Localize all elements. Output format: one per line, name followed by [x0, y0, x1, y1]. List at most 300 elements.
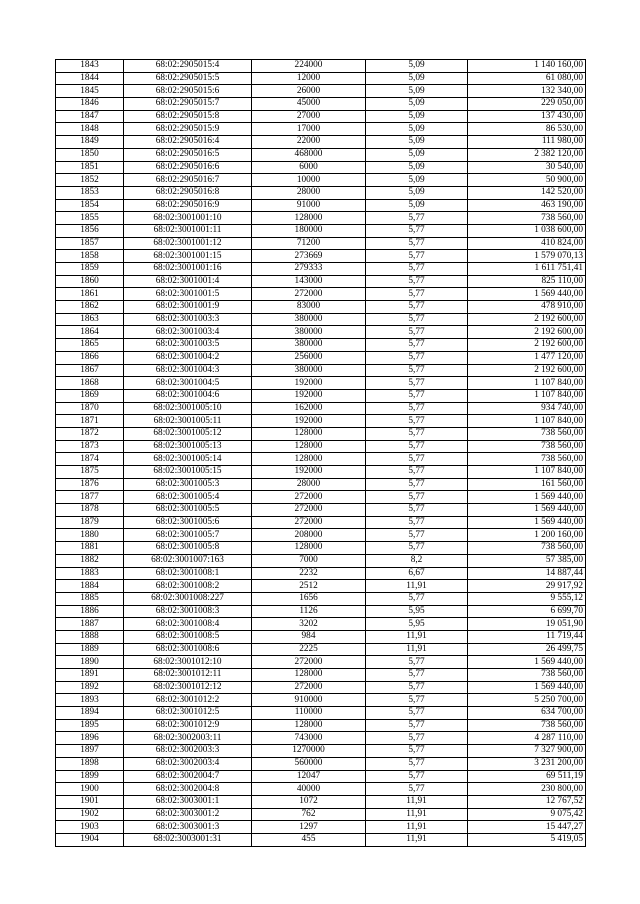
- value-cell: 738 560,00: [468, 440, 586, 453]
- cadastral-number-cell: 68:02:3001005:5: [124, 504, 252, 517]
- area-cell: 128000: [252, 542, 366, 555]
- table-row: [56, 186, 586, 199]
- cadastral-number-cell: 68:02:3001005:6: [124, 516, 252, 529]
- row-number-cell: 1898: [56, 757, 124, 770]
- row-number-cell: 1852: [56, 174, 124, 187]
- cadastral-number-cell: 68:02:2905016:7: [124, 174, 252, 187]
- table-row: [56, 402, 586, 415]
- cadastral-number-cell: 68:02:2905016:9: [124, 199, 252, 212]
- area-cell: 17000: [252, 123, 366, 136]
- area-cell: 273669: [252, 250, 366, 263]
- cadastral-number-cell: 68:02:3002003:4: [124, 757, 252, 770]
- table-row: [56, 389, 586, 402]
- rate-cell: 5,77: [366, 719, 468, 732]
- rate-cell: 5,77: [366, 681, 468, 694]
- cadastral-number-cell: 68:02:3001005:8: [124, 542, 252, 555]
- value-cell: 1 569 440,00: [468, 656, 586, 669]
- cadastral-number-cell: 68:02:3001001:11: [124, 224, 252, 237]
- area-cell: 1072: [252, 795, 366, 808]
- value-cell: 738 560,00: [468, 669, 586, 682]
- value-cell: 463 190,00: [468, 199, 586, 212]
- area-cell: 91000: [252, 199, 366, 212]
- table-row: [56, 364, 586, 377]
- row-number-cell: 1878: [56, 504, 124, 517]
- cadastral-number-cell: 68:02:2905015:5: [124, 72, 252, 85]
- cadastral-number-cell: 68:02:3001005:10: [124, 402, 252, 415]
- table-row: [56, 681, 586, 694]
- cadastral-number-cell: 68:02:3001004:2: [124, 351, 252, 364]
- row-number-cell: 1849: [56, 136, 124, 149]
- table-row: [56, 605, 586, 618]
- table-row: [56, 440, 586, 453]
- row-number-cell: 1875: [56, 466, 124, 479]
- cadastral-number-cell: 68:02:3001008:6: [124, 643, 252, 656]
- value-cell: 19 051,90: [468, 618, 586, 631]
- rate-cell: 5,09: [366, 98, 468, 111]
- table-row: [56, 833, 586, 846]
- value-cell: 1 107 840,00: [468, 466, 586, 479]
- area-cell: 22000: [252, 136, 366, 149]
- table-row: [56, 377, 586, 390]
- table-row: [56, 808, 586, 821]
- rate-cell: 5,77: [366, 478, 468, 491]
- row-number-cell: 1872: [56, 427, 124, 440]
- cadastral-number-cell: 68:02:3001001:9: [124, 301, 252, 314]
- row-number-cell: 1844: [56, 72, 124, 85]
- cadastral-number-cell: 68:02:3001003:3: [124, 313, 252, 326]
- area-cell: 128000: [252, 669, 366, 682]
- area-cell: 26000: [252, 85, 366, 98]
- row-number-cell: 1882: [56, 554, 124, 567]
- row-number-cell: 1895: [56, 719, 124, 732]
- rate-cell: 5,95: [366, 605, 468, 618]
- value-cell: 1 569 440,00: [468, 491, 586, 504]
- rate-cell: 5,77: [366, 313, 468, 326]
- area-cell: 71200: [252, 237, 366, 250]
- rate-cell: 5,77: [366, 529, 468, 542]
- row-number-cell: 1877: [56, 491, 124, 504]
- cadastral-number-cell: 68:02:3003001:2: [124, 808, 252, 821]
- rate-cell: 5,77: [366, 707, 468, 720]
- rate-cell: 5,09: [366, 199, 468, 212]
- table-row: [56, 453, 586, 466]
- table-row: [56, 313, 586, 326]
- value-cell: 2 192 600,00: [468, 326, 586, 339]
- area-cell: 380000: [252, 339, 366, 352]
- rate-cell: 5,09: [366, 136, 468, 149]
- cadastral-number-cell: 68:02:3002004:8: [124, 783, 252, 796]
- row-number-cell: 1903: [56, 821, 124, 834]
- rate-cell: 5,77: [366, 504, 468, 517]
- value-cell: 230 800,00: [468, 783, 586, 796]
- rate-cell: 5,77: [366, 275, 468, 288]
- rate-cell: 5,77: [366, 732, 468, 745]
- row-number-cell: 1891: [56, 669, 124, 682]
- table-row: [56, 466, 586, 479]
- rate-cell: 6,67: [366, 567, 468, 580]
- rate-cell: 5,77: [366, 364, 468, 377]
- row-number-cell: 1865: [56, 339, 124, 352]
- value-cell: 5 250 700,00: [468, 694, 586, 707]
- value-cell: 478 910,00: [468, 301, 586, 314]
- cadastral-number-cell: 68:02:2905016:5: [124, 148, 252, 161]
- area-cell: 468000: [252, 148, 366, 161]
- cadastral-number-cell: 68:02:3002003:11: [124, 732, 252, 745]
- area-cell: 28000: [252, 186, 366, 199]
- cadastral-number-cell: 68:02:3001001:12: [124, 237, 252, 250]
- cadastral-number-cell: 68:02:3001001:4: [124, 275, 252, 288]
- cadastral-number-cell: 68:02:3003001:3: [124, 821, 252, 834]
- rate-cell: 5,77: [366, 402, 468, 415]
- area-cell: 12000: [252, 72, 366, 85]
- value-cell: 9 075,42: [468, 808, 586, 821]
- area-cell: 256000: [252, 351, 366, 364]
- rate-cell: 5,77: [366, 377, 468, 390]
- cadastral-number-cell: 68:02:3001005:13: [124, 440, 252, 453]
- area-cell: 192000: [252, 377, 366, 390]
- rate-cell: 5,77: [366, 250, 468, 263]
- cadastral-number-cell: 68:02:2905015:8: [124, 110, 252, 123]
- value-cell: 3 231 200,00: [468, 757, 586, 770]
- value-cell: 229 050,00: [468, 98, 586, 111]
- cadastral-number-cell: 68:02:2905016:4: [124, 136, 252, 149]
- row-number-cell: 1863: [56, 313, 124, 326]
- value-cell: 50 900,00: [468, 174, 586, 187]
- table-row: [56, 567, 586, 580]
- area-cell: 1270000: [252, 745, 366, 758]
- value-cell: 6 699,70: [468, 605, 586, 618]
- rate-cell: 5,77: [366, 263, 468, 276]
- table-row: [56, 351, 586, 364]
- value-cell: 634 700,00: [468, 707, 586, 720]
- rate-cell: 5,77: [366, 542, 468, 555]
- cadastral-number-cell: 68:02:3001005:7: [124, 529, 252, 542]
- rate-cell: 5,09: [366, 110, 468, 123]
- row-number-cell: 1884: [56, 580, 124, 593]
- row-number-cell: 1896: [56, 732, 124, 745]
- value-cell: 86 530,00: [468, 123, 586, 136]
- value-cell: 1 569 440,00: [468, 504, 586, 517]
- table-row: [56, 770, 586, 783]
- rate-cell: 5,77: [366, 466, 468, 479]
- row-number-cell: 1873: [56, 440, 124, 453]
- area-cell: 162000: [252, 402, 366, 415]
- value-cell: 2 192 600,00: [468, 339, 586, 352]
- cadastral-number-cell: 68:02:3001001:16: [124, 263, 252, 276]
- cadastral-number-cell: 68:02:3001012:2: [124, 694, 252, 707]
- rate-cell: 5,77: [366, 745, 468, 758]
- value-cell: 4 287 110,00: [468, 732, 586, 745]
- cadastral-number-cell: 68:02:3001003:4: [124, 326, 252, 339]
- rate-cell: 5,77: [366, 757, 468, 770]
- rate-cell: 5,77: [366, 288, 468, 301]
- row-number-cell: 1870: [56, 402, 124, 415]
- cadastral-number-cell: 68:02:2905015:6: [124, 85, 252, 98]
- rate-cell: 11,91: [366, 821, 468, 834]
- cadastral-number-cell: 68:02:3001001:5: [124, 288, 252, 301]
- area-cell: 984: [252, 630, 366, 643]
- cadastral-number-cell: 68:02:3001004:6: [124, 389, 252, 402]
- area-cell: 28000: [252, 478, 366, 491]
- table-row: [56, 85, 586, 98]
- row-number-cell: 1876: [56, 478, 124, 491]
- area-cell: 128000: [252, 440, 366, 453]
- area-cell: 455: [252, 833, 366, 846]
- table-row: [56, 478, 586, 491]
- rate-cell: 5,77: [366, 491, 468, 504]
- row-number-cell: 1851: [56, 161, 124, 174]
- row-number-cell: 1859: [56, 263, 124, 276]
- value-cell: 161 560,00: [468, 478, 586, 491]
- value-cell: 1 579 070,13: [468, 250, 586, 263]
- row-number-cell: 1860: [56, 275, 124, 288]
- area-cell: 128000: [252, 212, 366, 225]
- row-number-cell: 1858: [56, 250, 124, 263]
- rate-cell: 5,09: [366, 186, 468, 199]
- cadastral-number-cell: 68:02:3001005:3: [124, 478, 252, 491]
- table-row: [56, 98, 586, 111]
- value-cell: 12 767,52: [468, 795, 586, 808]
- table-row: [56, 783, 586, 796]
- table-row: [56, 224, 586, 237]
- table-row: [56, 745, 586, 758]
- row-number-cell: 1881: [56, 542, 124, 555]
- value-cell: 738 560,00: [468, 212, 586, 225]
- rate-cell: 5,09: [366, 85, 468, 98]
- cadastral-number-cell: 68:02:3003001:1: [124, 795, 252, 808]
- table-row: [56, 136, 586, 149]
- value-cell: 410 824,00: [468, 237, 586, 250]
- cadastral-number-cell: 68:02:3001003:5: [124, 339, 252, 352]
- value-cell: 2 192 600,00: [468, 364, 586, 377]
- table-row: [56, 592, 586, 605]
- value-cell: 26 499,75: [468, 643, 586, 656]
- area-cell: 1297: [252, 821, 366, 834]
- area-cell: 192000: [252, 389, 366, 402]
- cadastral-number-cell: 68:02:3001005:12: [124, 427, 252, 440]
- cadastral-number-cell: 68:02:3001012:5: [124, 707, 252, 720]
- table-row: [56, 795, 586, 808]
- row-number-cell: 1894: [56, 707, 124, 720]
- value-cell: 2 192 600,00: [468, 313, 586, 326]
- value-cell: 738 560,00: [468, 719, 586, 732]
- table-row: [56, 212, 586, 225]
- table-row: [56, 123, 586, 136]
- value-cell: 1 569 440,00: [468, 681, 586, 694]
- cadastral-number-cell: 68:02:2905015:9: [124, 123, 252, 136]
- area-cell: 380000: [252, 326, 366, 339]
- cadastral-number-cell: 68:02:3001012:12: [124, 681, 252, 694]
- row-number-cell: 1879: [56, 516, 124, 529]
- cadastral-number-cell: 68:02:3001008:5: [124, 630, 252, 643]
- table-row: [56, 237, 586, 250]
- row-number-cell: 1901: [56, 795, 124, 808]
- area-cell: 128000: [252, 453, 366, 466]
- cadastral-number-cell: 68:02:3001004:3: [124, 364, 252, 377]
- value-cell: 1 140 160,00: [468, 60, 586, 73]
- rate-cell: 5,77: [366, 453, 468, 466]
- row-number-cell: 1843: [56, 60, 124, 73]
- area-cell: 272000: [252, 656, 366, 669]
- table-row: [56, 656, 586, 669]
- row-number-cell: 1847: [56, 110, 124, 123]
- row-number-cell: 1850: [56, 148, 124, 161]
- rate-cell: 11,91: [366, 808, 468, 821]
- rate-cell: 5,09: [366, 161, 468, 174]
- area-cell: 192000: [252, 415, 366, 428]
- value-cell: 738 560,00: [468, 427, 586, 440]
- value-cell: 142 520,00: [468, 186, 586, 199]
- row-number-cell: 1899: [56, 770, 124, 783]
- area-cell: 128000: [252, 427, 366, 440]
- row-number-cell: 1887: [56, 618, 124, 631]
- table-row: [56, 669, 586, 682]
- rate-cell: 5,09: [366, 123, 468, 136]
- value-cell: 825 110,00: [468, 275, 586, 288]
- rate-cell: 5,77: [366, 440, 468, 453]
- value-cell: 1 200 160,00: [468, 529, 586, 542]
- rate-cell: 5,77: [366, 656, 468, 669]
- area-cell: 83000: [252, 301, 366, 314]
- rate-cell: 5,77: [366, 669, 468, 682]
- cadastral-number-cell: 68:02:3001005:4: [124, 491, 252, 504]
- rate-cell: 11,91: [366, 643, 468, 656]
- cadastral-number-cell: 68:02:3001007:163: [124, 554, 252, 567]
- rate-cell: 5,77: [366, 516, 468, 529]
- area-cell: 2232: [252, 567, 366, 580]
- row-number-cell: 1892: [56, 681, 124, 694]
- value-cell: 69 511,19: [468, 770, 586, 783]
- area-cell: 7000: [252, 554, 366, 567]
- rate-cell: 5,77: [366, 237, 468, 250]
- row-number-cell: 1897: [56, 745, 124, 758]
- cadastral-number-cell: 68:02:2905016:6: [124, 161, 252, 174]
- row-number-cell: 1868: [56, 377, 124, 390]
- row-number-cell: 1889: [56, 643, 124, 656]
- value-cell: 15 447,27: [468, 821, 586, 834]
- row-number-cell: 1904: [56, 833, 124, 846]
- area-cell: 743000: [252, 732, 366, 745]
- land-plot-table: [55, 59, 586, 847]
- value-cell: 5 419,05: [468, 833, 586, 846]
- area-cell: 380000: [252, 313, 366, 326]
- area-cell: 272000: [252, 681, 366, 694]
- value-cell: 111 980,00: [468, 136, 586, 149]
- rate-cell: 11,91: [366, 580, 468, 593]
- row-number-cell: 1890: [56, 656, 124, 669]
- area-cell: 2512: [252, 580, 366, 593]
- cadastral-number-cell: 68:02:3003001:31: [124, 833, 252, 846]
- table-row: [56, 643, 586, 656]
- cadastral-number-cell: 68:02:3001012:10: [124, 656, 252, 669]
- table-row: [56, 415, 586, 428]
- row-number-cell: 1886: [56, 605, 124, 618]
- area-cell: 12047: [252, 770, 366, 783]
- area-cell: 192000: [252, 466, 366, 479]
- cadastral-number-cell: 68:02:3001001:10: [124, 212, 252, 225]
- rate-cell: 5,77: [366, 224, 468, 237]
- table-row: [56, 757, 586, 770]
- row-number-cell: 1845: [56, 85, 124, 98]
- area-cell: 560000: [252, 757, 366, 770]
- row-number-cell: 1902: [56, 808, 124, 821]
- value-cell: 934 740,00: [468, 402, 586, 415]
- table-row: [56, 732, 586, 745]
- rate-cell: 11,91: [366, 630, 468, 643]
- table-row: [56, 580, 586, 593]
- value-cell: 1 611 751,41: [468, 263, 586, 276]
- area-cell: 272000: [252, 288, 366, 301]
- table-row: [56, 630, 586, 643]
- rate-cell: 5,77: [366, 351, 468, 364]
- area-cell: 208000: [252, 529, 366, 542]
- table-row: [56, 326, 586, 339]
- cadastral-number-cell: 68:02:2905016:8: [124, 186, 252, 199]
- value-cell: 14 887,44: [468, 567, 586, 580]
- rate-cell: 5,77: [366, 301, 468, 314]
- area-cell: 224000: [252, 60, 366, 73]
- table-row: [56, 427, 586, 440]
- area-cell: 45000: [252, 98, 366, 111]
- cadastral-number-cell: 68:02:3001008:4: [124, 618, 252, 631]
- rate-cell: 5,77: [366, 326, 468, 339]
- rate-cell: 5,77: [366, 339, 468, 352]
- rate-cell: 5,77: [366, 415, 468, 428]
- cadastral-number-cell: 68:02:2905015:7: [124, 98, 252, 111]
- value-cell: 61 080,00: [468, 72, 586, 85]
- cadastral-number-cell: 68:02:3001008:2: [124, 580, 252, 593]
- table-row: [56, 554, 586, 567]
- value-cell: 132 340,00: [468, 85, 586, 98]
- rate-cell: 5,09: [366, 148, 468, 161]
- cadastral-number-cell: 68:02:3002003:3: [124, 745, 252, 758]
- table-row: [56, 301, 586, 314]
- value-cell: 2 382 120,00: [468, 148, 586, 161]
- rate-cell: 5,09: [366, 174, 468, 187]
- cadastral-number-cell: 68:02:3001008:3: [124, 605, 252, 618]
- table-row: [56, 199, 586, 212]
- row-number-cell: 1867: [56, 364, 124, 377]
- area-cell: 10000: [252, 174, 366, 187]
- area-cell: 128000: [252, 719, 366, 732]
- table-row: [56, 250, 586, 263]
- value-cell: 11 719,44: [468, 630, 586, 643]
- row-number-cell: 1888: [56, 630, 124, 643]
- rate-cell: 5,77: [366, 389, 468, 402]
- row-number-cell: 1866: [56, 351, 124, 364]
- area-cell: 762: [252, 808, 366, 821]
- cadastral-number-cell: 68:02:2905015:4: [124, 60, 252, 73]
- value-cell: 9 555,12: [468, 592, 586, 605]
- rate-cell: 5,77: [366, 427, 468, 440]
- table-row: [56, 529, 586, 542]
- cadastral-number-cell: 68:02:3002004:7: [124, 770, 252, 783]
- table-row: [56, 516, 586, 529]
- row-number-cell: 1861: [56, 288, 124, 301]
- area-cell: 27000: [252, 110, 366, 123]
- value-cell: 1 569 440,00: [468, 288, 586, 301]
- row-number-cell: 1855: [56, 212, 124, 225]
- area-cell: 6000: [252, 161, 366, 174]
- value-cell: 1 107 840,00: [468, 377, 586, 390]
- rate-cell: 5,77: [366, 783, 468, 796]
- area-cell: 40000: [252, 783, 366, 796]
- row-number-cell: 1862: [56, 301, 124, 314]
- value-cell: 29 917,92: [468, 580, 586, 593]
- area-cell: 143000: [252, 275, 366, 288]
- cadastral-number-cell: 68:02:3001001:15: [124, 250, 252, 263]
- row-number-cell: 1871: [56, 415, 124, 428]
